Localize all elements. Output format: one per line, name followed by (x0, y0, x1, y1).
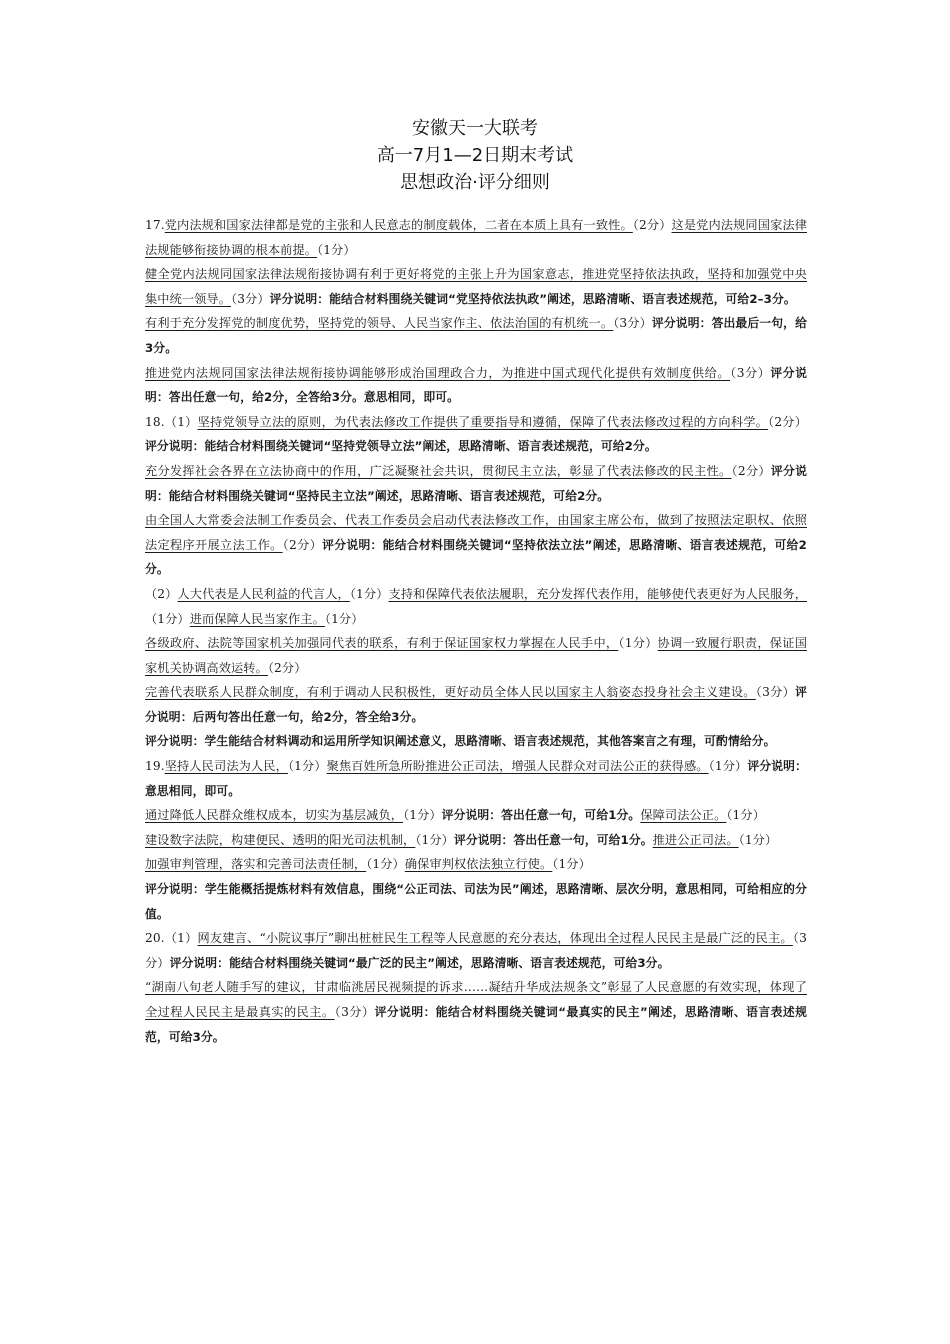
score-text: （2） (145, 586, 178, 601)
scoring-paragraph (145, 729, 807, 754)
score-text: （2分） (267, 660, 307, 675)
answer-point: 完善代表联系人民群众制度，有利于调动人民积极性，更好动员全体人民以国家主人翁姿态投身社会主义建设。 (145, 685, 756, 700)
answer-point: 党内法规和国家法律都是党的主张和人民意志的制度载体，二者在本质上具有一致性。 (164, 218, 633, 232)
header-subject: 思想政治·评分细则 (400, 172, 550, 193)
scoring-paragraph (145, 680, 807, 729)
answer-point: 聚焦百姓所急所盼推进公正司法，增强人民群众对司法公正的获得感。 (326, 759, 709, 774)
answer-point: 人大代表是人民利益的代言人， (177, 586, 350, 601)
scoring-paragraph (145, 631, 807, 680)
score-text: （1分） (415, 832, 454, 847)
answer-point: 推进党内法规同国家法律法规衔接协调能够形成治国理政合力，为推进中国式现代化提供有效制度供给。 (145, 365, 731, 380)
answer-point: 网友建言、“小院议事厅”聊出桩桩民生工程等人民意愿的充分表达，体现出全过程人民民主是最广泛的民主。 (197, 931, 793, 946)
scoring-note: 评分说明：意思相同，即可。 (145, 759, 807, 798)
answer-point: 坚持党领导立法的原则，为代表法修改工作提供了重要指导和遵循，保障了代表法修改过程的方向科学。 (197, 414, 769, 429)
answer-point: 确保审判权依法独立行使。 (404, 857, 553, 872)
score-text: （2分） (768, 414, 807, 429)
score-text: （1分） (552, 857, 591, 872)
score-text: （3分） (145, 931, 807, 970)
score-text: （3分） (755, 685, 796, 700)
scoring-paragraph (145, 311, 807, 360)
answer-point: 推进公正司法。 (652, 832, 739, 847)
scoring-paragraph (145, 262, 807, 311)
answer-point: 这是党内法规同国家法律法规能够衔接协调的根本前提。 (145, 218, 807, 257)
answer-point: 有利于充分发挥党的制度优势，坚持党的领导、人民当家作主、依法治国的有机统一。 (145, 316, 614, 331)
answer-point: 加强审判管理，落实和完善司法责任制， (145, 857, 367, 872)
score-text: （1分） (366, 857, 405, 872)
scoring-note: 评分说明：答出最后一句，给3分。 (145, 316, 807, 355)
scoring-paragraph (145, 459, 807, 508)
score-text: （1分） (317, 242, 356, 257)
score-text: （1分） (403, 808, 442, 823)
score-text: （3分） (730, 365, 771, 380)
answer-point: 协调一致履行职责，保证国家机关协调高效运转。 (145, 636, 807, 675)
scoring-paragraph (145, 975, 807, 1049)
scoring-paragraph (145, 410, 807, 459)
score-text: （1分） (145, 611, 190, 626)
score-text: 19. (145, 759, 165, 774)
scoring-rules-body (145, 213, 807, 1049)
scoring-note: 评分说明：学生能结合材料调动和运用所学知识阐述意义，思路清晰、语言表述规范，其他答案言之有理，可酌情给分。 (145, 734, 776, 749)
score-text: （1分） (324, 611, 364, 626)
score-text: （1分） (618, 636, 658, 651)
scoring-paragraph (145, 926, 807, 975)
score-text: （1分） (287, 759, 327, 774)
scoring-paragraph (145, 828, 807, 853)
scoring-note: 评分说明：能结合材料围绕关键词“坚持依法立法”阐述，思路清晰、语言表述规范，可给2分。 (145, 537, 807, 577)
answer-point: 支持和保障代表依法履职，充分发挥代表作用，能够使代表更好为人民服务， (388, 586, 807, 601)
score-text: 17. (145, 218, 165, 232)
scoring-paragraph (145, 582, 807, 631)
scoring-paragraph (145, 803, 807, 828)
answer-point: 由全国人大常委会法制工作委员会、代表工作委员会启动代表法修改工作，由国家主席公布，做到了按照法定职权、依照法定程序开展立法工作。 (145, 513, 807, 552)
score-text: （1分） (726, 808, 765, 823)
answer-point: 坚持人民司法为人民， (164, 759, 288, 774)
header-exam: 高一7月1—2日期末考试 (376, 145, 574, 166)
score-text: （2分） (731, 463, 771, 478)
scoring-note: 评分说明：能结合材料围绕关键词“最真实的民主”阐述，思路清晰、语言表述规范，可给3分。 (145, 1005, 808, 1044)
scoring-note: 评分说明：学生能概括提炼材料有效信息，围绕“公正司法、司法为民”阐述，思路清晰、层次分明，意思相同，可给相应的分值。 (145, 882, 807, 921)
score-text: （2分） (282, 537, 323, 552)
scoring-note: 评分说明：后两句答出任意一句，给2分，答全给3分。 (145, 685, 807, 724)
scoring-paragraph (145, 361, 807, 410)
answer-point: 保障司法公正。 (640, 808, 727, 823)
scoring-note: 评分说明：能结合材料围绕关键词“党坚持依法执政”阐述，思路清晰、语言表述规范，可给2–3分。 (269, 291, 796, 306)
score-text: （3分） (613, 316, 652, 331)
scoring-note: 评分说明：答出任意一句，给2分，全答给3分。意思相同，即可。 (145, 365, 807, 405)
scoring-paragraph (145, 852, 807, 877)
score-text: 20.（1） (145, 931, 198, 946)
scoring-paragraph (145, 508, 807, 582)
answer-point: 通过降低人民群众维权成本，切实为基层减负， (145, 808, 404, 823)
scoring-note: 评分说明：能结合材料围绕关键词“最广泛的民主”阐述，思路清晰、语言表述规范，可给3分。 (169, 955, 670, 970)
score-text: 18.（1） (145, 414, 198, 429)
score-text: （3分） (231, 291, 270, 306)
answer-point: 进而保障人民当家作主。 (189, 611, 325, 626)
document-header (0, 115, 950, 196)
scoring-paragraph (145, 877, 807, 926)
scoring-note: 评分说明：能结合材料围绕关键词“坚持民主立法”阐述，思路清晰、语言表述规范，可给2分。 (145, 463, 807, 503)
score-text: （1分） (738, 832, 778, 847)
scoring-paragraph (145, 213, 807, 262)
scoring-paragraph (145, 754, 807, 803)
score-text: （2分） (632, 218, 672, 232)
answer-point: 充分发挥社会各界在立法协商中的作用，广泛凝聚社会共识，贯彻民主立法，彰显了代表法修改的民主性。 (145, 463, 732, 478)
scoring-note: 评分说明：答出任意一句，可给1分。 (453, 832, 653, 847)
scoring-note: 评分说明：能结合材料围绕关键词“坚持党领导立法”阐述，思路清晰、语言表述规范，可给2分。 (145, 439, 657, 454)
answer-point: “湖南八旬老人随手写的建议，甘肃临洮居民视频提的诉求……凝结升华成法规条文”彰显了人民意愿的有效实现，体现了全过程人民民主是最真实的民主。 (145, 980, 807, 1019)
score-text: （3分） (334, 1005, 375, 1019)
answer-point: 各级政府、法院等国家机关加强同代表的联系，有利于保证国家权力掌握在人民手中， (145, 636, 619, 651)
answer-point: 建设数字法院，构建便民、透明的阳光司法机制， (145, 832, 416, 847)
answer-point: 健全党内法规同国家法律法规衔接协调有利于更好将党的主张上升为国家意志，推进党坚持依法执政，坚持和加强党中央集中统一领导。 (145, 267, 807, 306)
score-text: （1分） (708, 759, 748, 774)
score-text: （1分） (349, 586, 389, 601)
header-title: 安徽天一大联考 (412, 118, 538, 139)
scoring-note: 评分说明：答出任意一句，可给1分。 (441, 808, 641, 823)
